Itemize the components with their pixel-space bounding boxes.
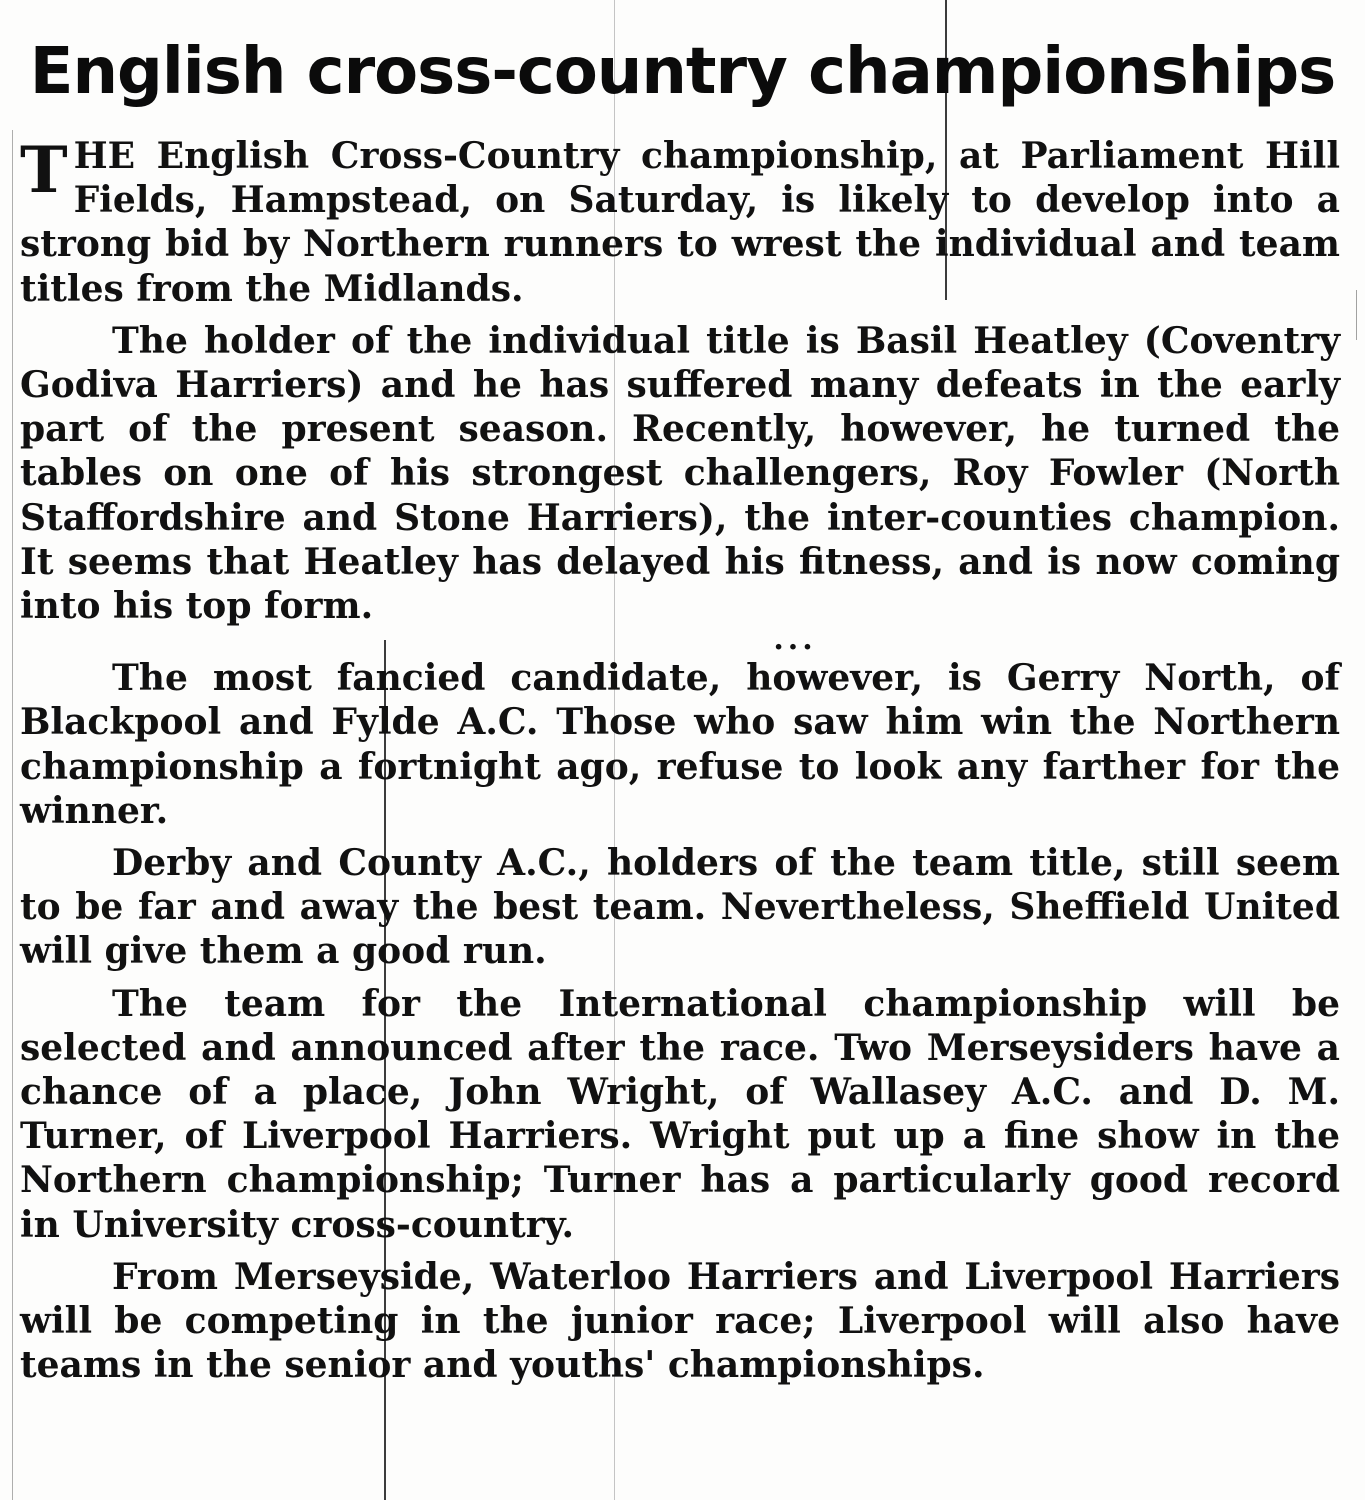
- column-fold-line: [12, 130, 13, 1500]
- article-paragraph-6: From Merseyside, Waterloo Harriers and Liverpool Harriers will be competing in the junior race; Liverpool will also have teams in the senior and youths' championships.: [20, 1255, 1340, 1387]
- column-fold-line: [1356, 290, 1357, 340]
- section-separator: ...: [773, 622, 817, 658]
- article-paragraph-3: The most fancied candidate, however, is Gerry North, of Blackpool and Fylde A.C. Those who saw him win the Northern championship a fortnight ago, refuse to look any farther for the winner.: [20, 657, 1340, 832]
- article-body: [20, 134, 1340, 1395]
- article-paragraph-4: Derby and County A.C., holders of the team title, still seem to be far and away the best team. Nevertheless, Sheffield United will give them a good run.: [20, 842, 1340, 973]
- article-paragraph-1-text: HE English Cross-Country championship, at Parliament Hill Fields, Hampstead, on Saturday, is likely to develop into a strong bid by Northern runners to wrest the individual and team titles from the Midlands.: [20, 135, 1340, 310]
- article-paragraph-5: The team for the International championship will be selected and announced after the race. Two Merseysiders have a chance of a place, John Wright, of Wallasey A.C. and D. M. Turner, of Liverpool Harriers. Wright put up a fine show in the Northern championship; Turner has a particularly good record in University cross-country.: [20, 982, 1340, 1246]
- article-paragraph-1: [20, 134, 1340, 311]
- article-paragraph-2: The holder of the individual title is Basil Heatley (Coventry Godiva Harriers) and he has suffered many defeats in the early part of the present season. Recently, however, he turned the tables on one of his strongest challengers, Roy Fowler (North Staffordshire and Stone Harriers), the inter-counties champion. It seems that Heatley has delayed his fitness, and is now coming into his top form.: [20, 319, 1340, 628]
- drop-cap: T: [20, 133, 68, 208]
- headline: English cross-country championships: [29, 35, 1336, 109]
